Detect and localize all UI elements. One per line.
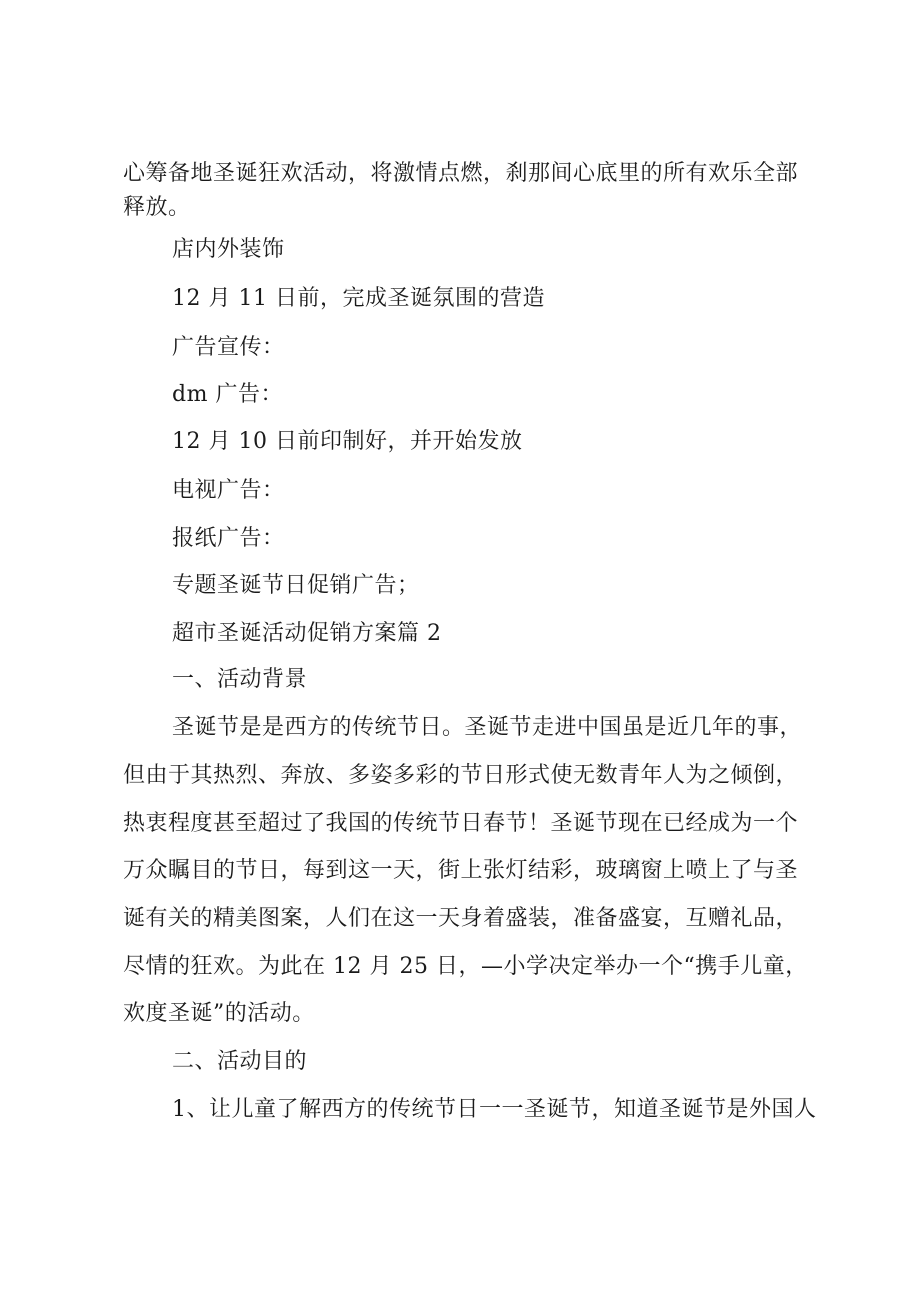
paragraph-line-7: 欢度圣诞”的活动。 bbox=[123, 1001, 315, 1026]
paragraph-line-6: 尽情的狂欢。为此在 12 月 25 日，—小学决定举办一个“携手儿童， bbox=[123, 954, 808, 979]
section-heading-advertising: 广告宣传： bbox=[172, 335, 285, 360]
text-line-1: 心筹备地圣诞狂欢活动，将激情点燃，刹那间心底里的所有欢乐全部 bbox=[123, 161, 799, 186]
section-heading-decoration: 店内外装饰 bbox=[172, 237, 285, 262]
paragraph-line-2: 但由于其热烈、奔放、多姿多彩的节日形式使无数青年人为之倾倒， bbox=[123, 763, 799, 788]
paragraph-line-4: 万众瞩目的节日，每到这一天，街上张灯结彩，玻璃窗上喷上了与圣 bbox=[123, 858, 799, 883]
text-line-decoration-date: 12 月 11 日前，完成圣诞氛围的营造 bbox=[172, 286, 545, 311]
paragraph-line-3: 热衷程度甚至超过了我国的传统节日春节！圣诞节现在已经成为一个 bbox=[123, 811, 799, 836]
section-title-plan-2: 超市圣诞活动促销方案篇 2 bbox=[172, 621, 442, 646]
text-line-special-ads: 专题圣诞节日促销广告； bbox=[172, 573, 420, 598]
paragraph-line-5: 诞有关的精美图案，人们在这一天身着盛装，准备盛宴，互赠礼品， bbox=[123, 906, 799, 931]
section-heading-purpose: 二、活动目的 bbox=[172, 1049, 308, 1074]
section-heading-background: 一、活动背景 bbox=[172, 667, 308, 692]
paragraph-line-1: 圣诞节是是西方的传统节日。圣诞节走进中国虽是近几年的事， bbox=[172, 715, 803, 740]
text-line-dm-ads: dm 广告： bbox=[172, 382, 283, 407]
purpose-line-1: 1、让儿童了解西方的传统节日一一圣诞节，知道圣诞节是外国人 bbox=[172, 1097, 817, 1122]
text-line-2: 释放。 bbox=[123, 195, 191, 220]
text-line-tv-ads: 电视广告： bbox=[172, 478, 285, 503]
text-line-newspaper-ads: 报纸广告： bbox=[172, 526, 285, 551]
text-line-dm-date: 12 月 10 日前印制好，并开始发放 bbox=[172, 429, 523, 454]
